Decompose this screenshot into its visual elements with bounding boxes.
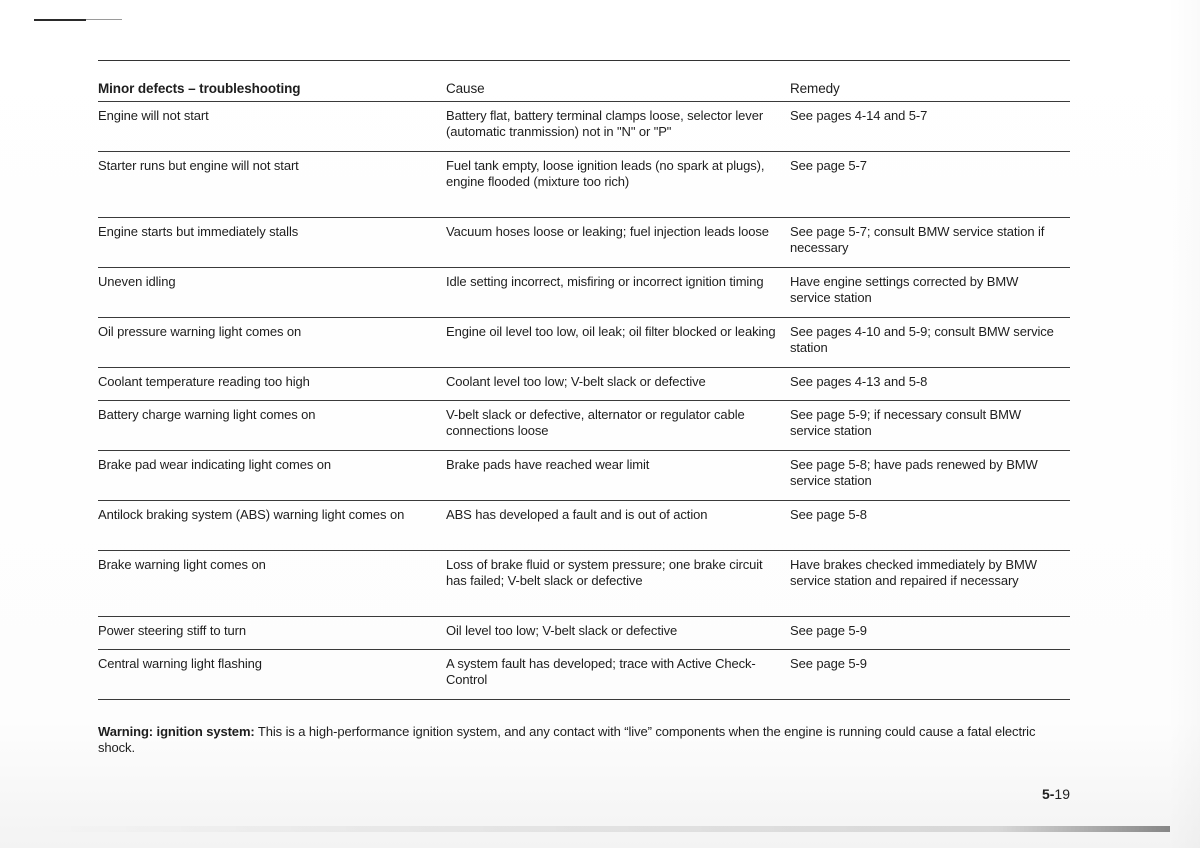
page-bottom-edge bbox=[30, 826, 1170, 832]
header-defects: Minor defects – troubleshooting bbox=[98, 81, 301, 96]
warning-label: Warning: ignition system: bbox=[98, 724, 255, 739]
table-row bbox=[98, 218, 1070, 268]
row-defect: Engine starts but immediately stalls bbox=[98, 224, 299, 239]
table-row bbox=[98, 650, 1070, 700]
row-remedy: See page 5-7 bbox=[790, 158, 867, 173]
row-cause: Coolant level too low; V-belt slack or defective bbox=[446, 374, 706, 389]
row-remedy: See page 5-8; have pads renewed by BMW service station bbox=[790, 457, 1038, 488]
page-edge-shadow bbox=[1168, 0, 1200, 848]
row-cause: Fuel tank empty, loose ignition leads (no spark at plugs), engine flooded (mixture too rich) bbox=[446, 158, 765, 189]
scan-mark bbox=[34, 19, 86, 21]
row-defect: Central warning light flashing bbox=[98, 656, 262, 671]
row-cause: Idle setting incorrect, misfiring or incorrect ignition timing bbox=[446, 274, 764, 289]
table-row bbox=[98, 401, 1070, 451]
row-defect: Brake pad wear indicating light comes on bbox=[98, 457, 332, 472]
row-defect: Uneven idling bbox=[98, 274, 176, 289]
table-row bbox=[98, 551, 1070, 617]
row-defect: Oil pressure warning light comes on bbox=[98, 324, 302, 339]
row-cause: Engine oil level too low, oil leak; oil filter blocked or leaking bbox=[446, 324, 776, 339]
table-row bbox=[98, 451, 1070, 501]
row-defect: Brake warning light comes on bbox=[98, 557, 266, 572]
row-remedy: Have engine settings corrected by BMW service station bbox=[790, 274, 1019, 305]
row-cause: A system fault has developed; trace with Active Check-Control bbox=[446, 656, 756, 687]
row-defect: Starter runs but engine will not start bbox=[98, 158, 299, 173]
troubleshooting-table bbox=[98, 60, 1070, 700]
row-cause: ABS has developed a fault and is out of action bbox=[446, 507, 708, 522]
row-cause: Oil level too low; V-belt slack or defective bbox=[446, 623, 678, 638]
ignition-warning bbox=[98, 724, 1058, 756]
table-row bbox=[98, 102, 1070, 152]
header-cause: Cause bbox=[446, 81, 485, 96]
row-cause: Battery flat, battery terminal clamps loose, selector lever (automatic tranmission) not in "N" or "P" bbox=[446, 108, 764, 139]
row-remedy: See page 5-9 bbox=[790, 623, 867, 638]
header-remedy: Remedy bbox=[790, 81, 840, 96]
row-remedy: See pages 4-10 and 5-9; consult BMW service station bbox=[790, 324, 1054, 355]
table-row bbox=[98, 501, 1070, 551]
table-row bbox=[98, 152, 1070, 218]
row-remedy: See pages 4-13 and 5-8 bbox=[790, 374, 928, 389]
row-cause: Loss of brake fluid or system pressure; one brake circuit has failed; V-belt slack or defective bbox=[446, 557, 763, 588]
row-remedy: See page 5-7; consult BMW service station if necessary bbox=[790, 224, 1045, 255]
row-cause: Vacuum hoses loose or leaking; fuel injection leads loose bbox=[446, 224, 769, 239]
warning-text: This is a high-performance ignition system, and any contact with “live” components when the engine is running could cause a fatal electric shock. bbox=[98, 724, 1036, 755]
row-cause: V-belt slack or defective, alternator or regulator cable connections loose bbox=[446, 407, 745, 438]
row-defect: Power steering stiff to turn bbox=[98, 623, 246, 638]
table-row bbox=[98, 268, 1070, 318]
row-remedy: See page 5-9 bbox=[790, 656, 867, 671]
row-defect: Engine will not start bbox=[98, 108, 209, 123]
row-remedy: See page 5-9; if necessary consult BMW service station bbox=[790, 407, 1022, 438]
row-remedy: See page 5-8 bbox=[790, 507, 867, 522]
table-header-row bbox=[98, 61, 1070, 102]
table-body bbox=[98, 102, 1070, 700]
row-cause: Brake pads have reached wear limit bbox=[446, 457, 650, 472]
row-remedy: Have brakes checked immediately by BMW service station and repaired if necessary bbox=[790, 557, 1037, 588]
row-defect: Antilock braking system (ABS) warning light comes on bbox=[98, 507, 405, 522]
table-row bbox=[98, 368, 1070, 401]
row-defect: Battery charge warning light comes on bbox=[98, 407, 316, 422]
row-remedy: See pages 4-14 and 5-7 bbox=[790, 108, 928, 123]
page-index: 19 bbox=[1054, 786, 1070, 802]
page-number bbox=[1020, 786, 1070, 802]
page-chapter: 5- bbox=[1041, 786, 1055, 802]
table-row bbox=[98, 617, 1070, 650]
row-defect: Coolant temperature reading too high bbox=[98, 374, 310, 389]
table-row bbox=[98, 318, 1070, 368]
